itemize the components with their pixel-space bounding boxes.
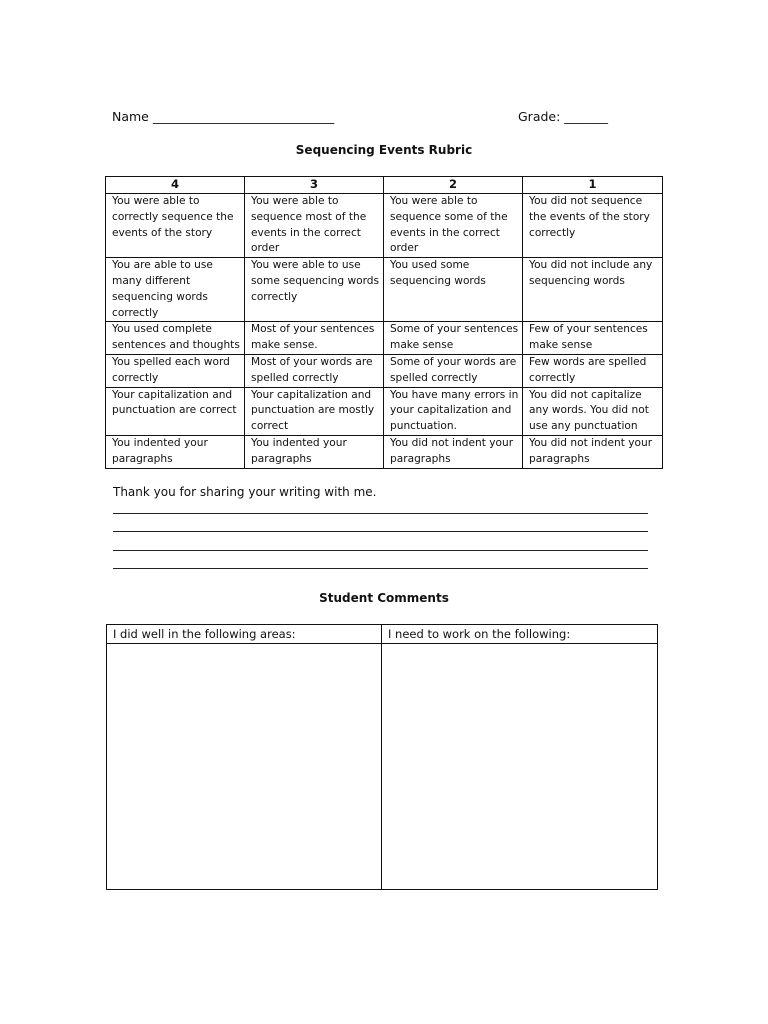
rubric-cell: You are able to use many different sequencing words correctly [106,258,245,322]
rubric-row [106,258,663,322]
feedback-thanks: Thank you for sharing your writing with me. [113,485,377,499]
rubric-cell: Few words are spelled correctly [523,354,663,387]
rubric-header-cell: 2 [384,177,523,194]
rubric-cell: Some of your words are spelled correctly [384,354,523,387]
rubric-cell: You used some sequencing words [384,258,523,322]
rubric-row [106,322,663,355]
rubric-cell: Few of your sentences make sense [523,322,663,355]
feedback-writing-line[interactable] [113,531,648,532]
rubric-cell: You did not sequence the events of the story correctly [523,194,663,258]
rubric-cell: Most of your words are spelled correctly [245,354,384,387]
comments-column-divider [381,625,382,889]
rubric-cell: You used complete sentences and thoughts [106,322,245,355]
rubric-cell: Some of your sentences make sense [384,322,523,355]
rubric-row [106,387,663,435]
rubric-cell: You were able to use some sequencing words correctly [245,258,384,322]
rubric-cell: You were able to correctly sequence the events of the story [106,194,245,258]
rubric-row [106,435,663,468]
rubric-cell: You spelled each word correctly [106,354,245,387]
rubric-table [105,176,663,469]
rubric-cell: Your capitalization and punctuation are correct [106,387,245,435]
rubric-cell: You did not include any sequencing words [523,258,663,322]
rubric-cell: You did not indent your paragraphs [523,435,663,468]
rubric-cell: Most of your sentences make sense. [245,322,384,355]
feedback-writing-line[interactable] [113,550,648,551]
student-comments-box [106,624,658,890]
rubric-cell: You did not indent your paragraphs [384,435,523,468]
rubric-row [106,354,663,387]
rubric-header-row [106,177,663,194]
rubric-title: Sequencing Events Rubric [295,143,473,157]
rubric-cell: You have many errors in your capitalization and punctuation. [384,387,523,435]
rubric-cell: You were able to sequence some of the events in the correct order [384,194,523,258]
feedback-writing-line[interactable] [113,513,648,514]
rubric-cell: You were able to sequence most of the events in the correct order [245,194,384,258]
need-work-label: I need to work on the following: [388,627,571,641]
rubric-row [106,194,663,258]
rubric-cell: You indented your paragraphs [106,435,245,468]
rubric-header-cell: 3 [245,177,384,194]
rubric-cell: You did not capitalize any words. You did not use any punctuation [523,387,663,435]
rubric-header-cell: 4 [106,177,245,194]
rubric-cell: You indented your paragraphs [245,435,384,468]
rubric-cell: Your capitalization and punctuation are mostly correct [245,387,384,435]
grade-field-line[interactable]: Grade: _______ [518,109,609,124]
rubric-header-cell: 1 [523,177,663,194]
comments-title: Student Comments [319,591,449,605]
feedback-writing-line[interactable] [113,568,648,569]
did-well-label: I did well in the following areas: [113,627,296,641]
name-field-line[interactable]: Name _____________________________ [112,109,335,124]
